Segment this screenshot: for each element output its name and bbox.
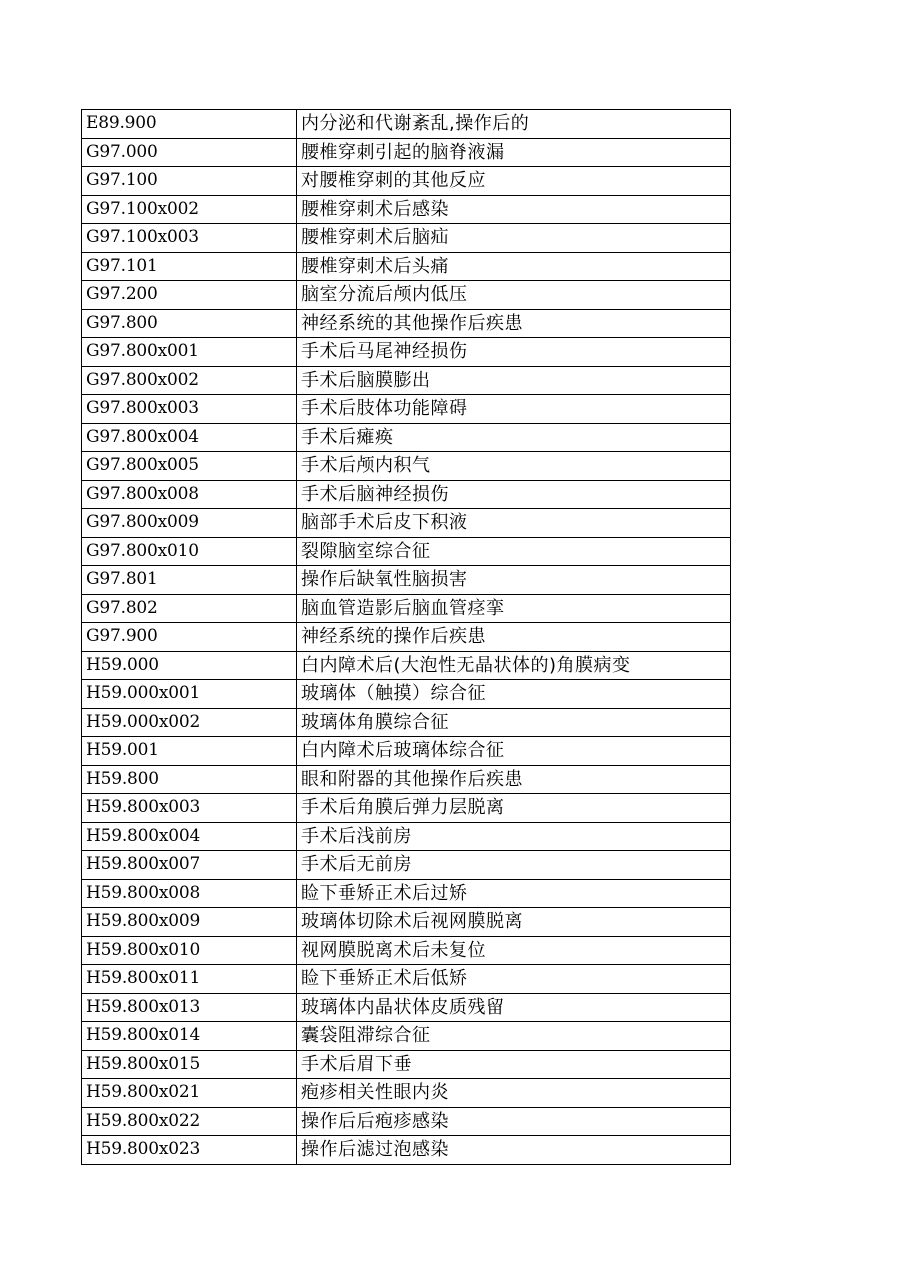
description-cell: 手术后脑膜膨出 [297, 366, 731, 395]
table-row [82, 452, 731, 481]
description-cell: 疱疹相关性眼内炎 [297, 1079, 731, 1108]
description-cell: 手术后无前房 [297, 851, 731, 880]
table-row [82, 651, 731, 680]
description-cell: 睑下垂矫正术后过矫 [297, 879, 731, 908]
description-cell: 操作后滤过泡感染 [297, 1136, 731, 1165]
table-row [82, 566, 731, 595]
description-cell: 手术后肢体功能障碍 [297, 395, 731, 424]
table-row [82, 395, 731, 424]
description-cell: 腰椎穿刺术后感染 [297, 195, 731, 224]
description-cell: 白内障术后玻璃体综合征 [297, 737, 731, 766]
description-cell: 手术后角膜后弹力层脱离 [297, 794, 731, 823]
table-row [82, 480, 731, 509]
description-cell: 脑室分流后颅内低压 [297, 281, 731, 310]
code-cell: H59.800 [82, 765, 297, 794]
code-cell: H59.000x002 [82, 708, 297, 737]
table-row [82, 993, 731, 1022]
code-cell: H59.800x007 [82, 851, 297, 880]
description-cell: 裂隙脑室综合征 [297, 537, 731, 566]
description-cell: 操作后缺氧性脑损害 [297, 566, 731, 595]
description-cell: 囊袋阻滞综合征 [297, 1022, 731, 1051]
diagnosis-code-table [81, 109, 731, 1165]
code-cell: H59.800x009 [82, 908, 297, 937]
table-row [82, 1079, 731, 1108]
table-row [82, 1050, 731, 1079]
description-cell: 神经系统的其他操作后疾患 [297, 309, 731, 338]
description-cell: 腰椎穿刺引起的脑脊液漏 [297, 138, 731, 167]
table-row [82, 822, 731, 851]
description-cell: 脑血管造影后脑血管痉挛 [297, 594, 731, 623]
table-row [82, 338, 731, 367]
table-row [82, 252, 731, 281]
code-cell: H59.001 [82, 737, 297, 766]
description-cell: 玻璃体（触摸）综合征 [297, 680, 731, 709]
code-cell: H59.800x010 [82, 936, 297, 965]
code-cell: G97.000 [82, 138, 297, 167]
table-row [82, 765, 731, 794]
code-cell: G97.200 [82, 281, 297, 310]
code-cell: G97.801 [82, 566, 297, 595]
table-row [82, 965, 731, 994]
table-row [82, 366, 731, 395]
code-cell: G97.101 [82, 252, 297, 281]
code-cell: H59.000x001 [82, 680, 297, 709]
description-cell: 睑下垂矫正术后低矫 [297, 965, 731, 994]
table-row [82, 195, 731, 224]
table-row [82, 737, 731, 766]
code-cell: H59.800x023 [82, 1136, 297, 1165]
description-cell: 视网膜脱离术后未复位 [297, 936, 731, 965]
code-cell: H59.800x004 [82, 822, 297, 851]
code-cell: H59.800x013 [82, 993, 297, 1022]
table-row [82, 908, 731, 937]
table-row [82, 167, 731, 196]
table-row [82, 1022, 731, 1051]
description-cell: 手术后瘫痪 [297, 423, 731, 452]
code-cell: H59.000 [82, 651, 297, 680]
code-cell: G97.800x002 [82, 366, 297, 395]
table-row [82, 708, 731, 737]
table-row [82, 680, 731, 709]
code-cell: E89.900 [82, 110, 297, 139]
table-row [82, 138, 731, 167]
table-row [82, 794, 731, 823]
description-cell: 手术后脑神经损伤 [297, 480, 731, 509]
description-cell: 眼和附器的其他操作后疾患 [297, 765, 731, 794]
description-cell: 对腰椎穿刺的其他反应 [297, 167, 731, 196]
description-cell: 神经系统的操作后疾患 [297, 623, 731, 652]
description-cell: 手术后眉下垂 [297, 1050, 731, 1079]
code-cell: G97.800x001 [82, 338, 297, 367]
code-cell: G97.800 [82, 309, 297, 338]
code-cell: G97.800x008 [82, 480, 297, 509]
code-cell: G97.800x005 [82, 452, 297, 481]
description-cell: 内分泌和代谢紊乱,操作后的 [297, 110, 731, 139]
table-row [82, 537, 731, 566]
code-cell: G97.100x003 [82, 224, 297, 253]
table-row [82, 309, 731, 338]
code-cell: G97.800x009 [82, 509, 297, 538]
table-row [82, 110, 731, 139]
code-cell: H59.800x008 [82, 879, 297, 908]
table-row [82, 936, 731, 965]
code-cell: G97.100x002 [82, 195, 297, 224]
code-cell: H59.800x011 [82, 965, 297, 994]
code-cell: G97.800x003 [82, 395, 297, 424]
description-cell: 腰椎穿刺术后脑疝 [297, 224, 731, 253]
table-row [82, 423, 731, 452]
table-row [82, 1136, 731, 1165]
table-row [82, 851, 731, 880]
code-cell: H59.800x015 [82, 1050, 297, 1079]
description-cell: 手术后颅内积气 [297, 452, 731, 481]
code-cell: G97.800x004 [82, 423, 297, 452]
description-cell: 白内障术后(大泡性无晶状体的)角膜病变 [297, 651, 731, 680]
table-row [82, 509, 731, 538]
description-cell: 玻璃体切除术后视网膜脱离 [297, 908, 731, 937]
description-cell: 操作后后疱疹感染 [297, 1107, 731, 1136]
table-row [82, 623, 731, 652]
code-cell: H59.800x021 [82, 1079, 297, 1108]
table-row [82, 1107, 731, 1136]
table-row [82, 879, 731, 908]
description-cell: 玻璃体角膜综合征 [297, 708, 731, 737]
description-cell: 脑部手术后皮下积液 [297, 509, 731, 538]
table-row [82, 224, 731, 253]
code-cell: H59.800x022 [82, 1107, 297, 1136]
description-cell: 手术后马尾神经损伤 [297, 338, 731, 367]
code-cell: G97.802 [82, 594, 297, 623]
description-cell: 手术后浅前房 [297, 822, 731, 851]
code-cell: H59.800x003 [82, 794, 297, 823]
table-row [82, 281, 731, 310]
code-cell: H59.800x014 [82, 1022, 297, 1051]
table-row [82, 594, 731, 623]
table-body [82, 110, 731, 1165]
code-cell: G97.900 [82, 623, 297, 652]
code-cell: G97.800x010 [82, 537, 297, 566]
description-cell: 玻璃体内晶状体皮质残留 [297, 993, 731, 1022]
description-cell: 腰椎穿刺术后头痛 [297, 252, 731, 281]
code-cell: G97.100 [82, 167, 297, 196]
